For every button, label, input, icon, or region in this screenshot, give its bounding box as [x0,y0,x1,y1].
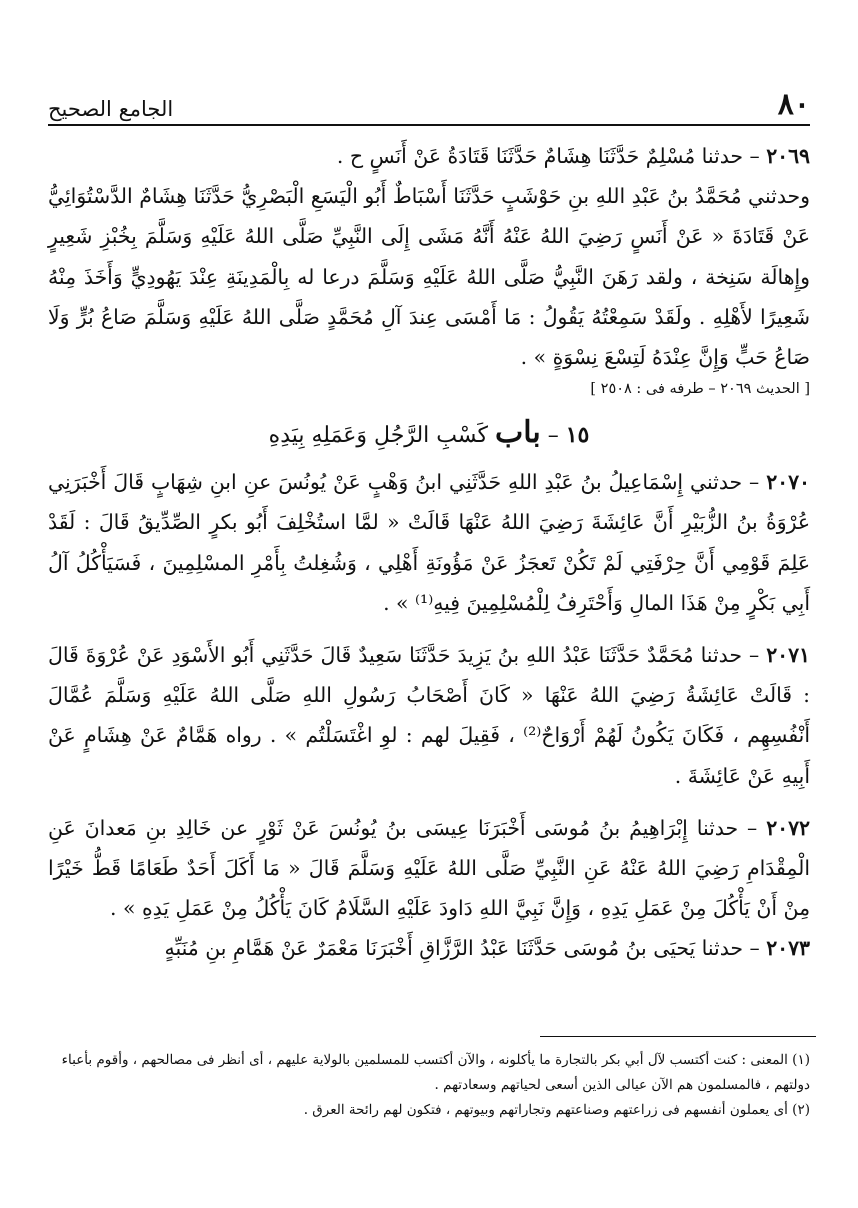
hadith-2073 [48,928,810,968]
footnote-divider [540,1036,816,1037]
hadith-number: ٢٠٧٠ [766,470,811,495]
hadith-chain: – حدثنا مُسْلِمٌ حَدَّثَنَا هِشَامٌ حَدَّثَنَا قَتَادَةُ عَنْ أَنَسٍ ح . [336,144,760,168]
hadith-text: – حدثنا مُحَمَّدٌ حَدَّثَنَا عَبْدُ اللهِ بنُ يَزِيدَ حَدَّثَنَا سَعِيدٌ قَالَ حَدَّثَنِي أَبُو الأَسْوَدِ عَنْ عُرْوَةَ قَالَ : قَالَتْ عَائِشَةُ رَضِيَ اللهُ عَنْهَا « كَانَ أَصْحَابُ رَسُولِ اللهِ صَلَّى اللهُ عَلَيْهِ وَسَلَّمَ عُمَّالَ أَنْفُسِهِم ، فَكَانَ يَكُونُ لَهُمْ أَرْوَاحٌ⁽²⁾ ، فَقِيلَ لهم : لوِ اغْتَسَلْتُم » . رواه هَمَّامٌ عَنْ هِشَامٍ عَنْ أَبِيهِ عَنْ عَائِشَةَ . [48,643,810,788]
footnote-2: (٢) أى يعملون أنفسهم فى زراعتهم وصناعتهم وتجاراتهم وبيوتهم ، فتكون لهم رائحة العرق . [303,1102,810,1118]
hadith-number: ٢٠٧٢ [766,815,810,840]
chapter-heading: ١٥ – باب كَسْبِ الرَّجُلِ وَعَمَلِهِ بِيَدِهِ [268,415,590,451]
hadith-number: ٢٠٦٩ [766,144,810,168]
hadith-text: – حدثني إِسْمَاعِيلُ بنُ عَبْدِ اللهِ حَدَّثَنِي ابنُ وَهْبٍ عَنْ يُونُسَ عنِ ابنِ شِهَابٍ قَالَ أَخْبَرَنِي عُرْوَةُ بنُ الزُّبَيْرِ أَنَّ عَائِشَةَ رَضِيَ اللهُ عَنْهَا قَالَتْ « لمَّا استُخْلِفَ أَبُو بكرٍ الصِّدِّيقُ قَالَ : لَقَدْ عَلِمَ قَوْمِي أَنَّ حِرْفَتِي لَمْ تَكُنْ تَعجَزُ عَنْ مَؤُونَةِ أَهْلِي ، وَشُغِلتُ بِأَمْرِ المسْلِمِينَ ، فَسَيَأْكُلُ آلُ أَبِي بَكْرٍ مِنْ هَذَا المالِ وَأَحْتَرِفُ لِلْمُسْلِمِينَ فِيهِ⁽¹⁾ » . [48,470,810,615]
footnote-1: (١) المعنى : كنت أكتسب لآل أبي بكر بالتجارة ما يأكلونه ، والآن أكتسب للمسلمين بالولاية عليهم ، أى أنظر فى مصالحهم ، وأقوم بأعباء دولتهم ، فالمسلمون هم الآن عيالى الذين أسعى لحياتهم وسعادتهم . [61,1052,810,1093]
page-body [48,136,810,969]
hadith-text: – حدثنا إِبْرَاهِيمُ بنُ مُوسَى أَخْبَرَنَا عِيسَى بنُ يُونُسَ عَنْ ثَوْرٍ عن خَالِدِ بنِ مَعدانَ عَنِ الْمِقْدَامِ رَضِيَ اللهُ عَنْهُ عَنِ النَّبِيِّ صَلَّى اللهُ عَلَيْهِ وَسَلَّمَ قَالَ « مَا أَكَلَ أَحَدٌ طَعَامًا قَطُّ خَيْرًا مِنْ أَنْ يَأْكُلَ مِنْ عَمَلِ يَدِهِ ، وَإِنَّ نَبِيَّ اللهِ دَاودَ عَلَيْهِ السَّلَامُ كَانَ يَأْكُلُ مِنْ عَمَلِ يَدِهِ » . [48,815,810,921]
hadith-number: ٢٠٧٣ [766,936,810,961]
page-number: ٨٠ [777,87,810,122]
hadith-number: ٢٠٧١ [766,643,811,668]
page-header [48,72,810,126]
hadith-text: – حدثنا يَحيَى بنُ مُوسَى حَدَّثَنَا عَبْدُ الرَّزَّاقِ أَخْبَرَنَا مَعْمَرٌ عَنْ هَمَّامِ بنِ مُنَبِّهٍ [164,936,760,961]
running-title: الجامع الصحيح [48,97,174,121]
hadith-2069 [48,136,810,176]
hadith-2072 [48,808,810,929]
hadith-2071 [48,635,810,796]
chapter-title: كَسْبِ الرَّجُلِ وَعَمَلِهِ بِيَدِهِ [268,423,488,449]
footnotes [48,1048,810,1123]
chapter-word: باب [494,415,541,451]
cross-reference-note: [ الحديث ٢٠٦٩ – طرفه فى : ٢٥٠٨ ] [590,381,810,398]
chapter-number: ١٥ [565,422,590,449]
hadith-2069-continuation: وحدثني مُحَمَّدُ بنُ عَبْدِ اللهِ بنِ حَوْشَبٍ حَدَّثَنَا أَسْبَاطٌ أَبُو الْيَسَعِ الْبَصْرِيُّ حَدَّثَنَا هِشَامٌ الدَّسْتُوَائِيُّ عَنْ قَتَادَةَ « عَنْ أَنَسٍ رَضِيَ اللهُ عَنْهُ أَنَّهُ مَشَى إِلَى النَّبِيِّ صَلَّى اللهُ عَلَيْهِ وَسَلَّمَ بِخُبْزِ شَعِيرٍ وإِهالَة سَنِخة ، ولقد رَهَنَ النَّبِيُّ صَلَّى اللهُ عَلَيْهِ وَسَلَّمَ درعا له بِالْمَدِينَةِ عِنْدَ يَهُودِيٍّ وَأَخَذَ مِنْهُ شَعِيرًا لأَهْلِهِ . ولَقَدْ سَمِعْتُهُ يَقُولُ : مَا أَمْسَى عِندَ آلِ مُحَمَّدٍ صَلَّى اللهُ عَلَيْهِ وَسَلَّمَ صَاعُ بُرٍّ وَلَا صَاعُ حَبٍّ وَإِنَّ عِنْدَهُ لَتِسْعَ نِسْوَةٍ » . [48,184,810,370]
hadith-2070 [48,462,810,623]
